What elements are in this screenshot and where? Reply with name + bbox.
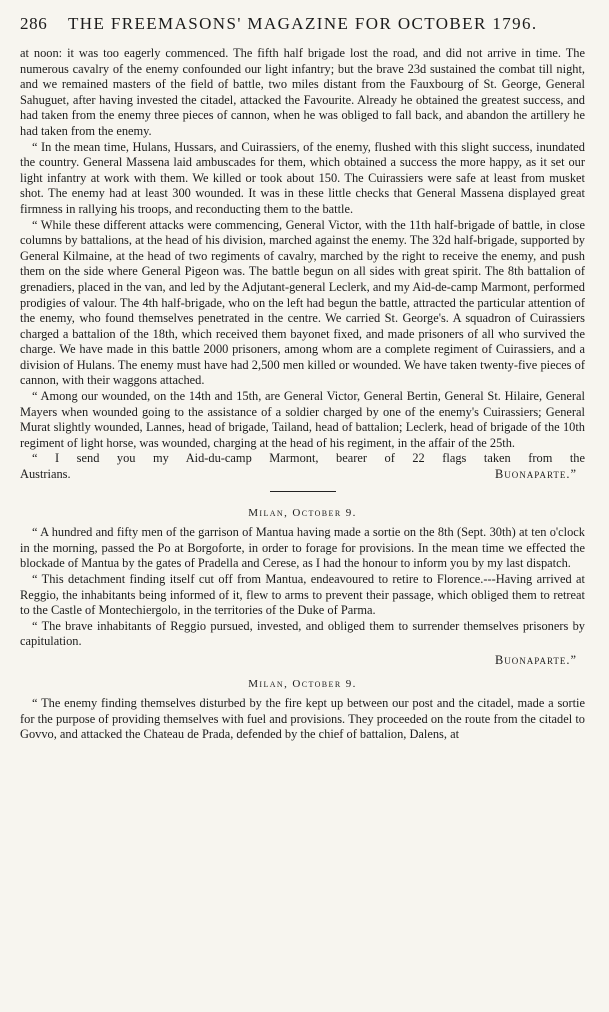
paragraph: “ This detachment finding itself cut off from Mantua, endeavoured to retire to Florence.---Having arrived at Reggio, the inhabitants being informed of it, flew to arms to prevent their passage, which obliged them to retreat to the Castle of Montechiergolo, in the territories of the Duke of Parma. — [20, 572, 585, 618]
dateline: Milan, October 9. — [248, 506, 357, 519]
paragraph: “ Among our wounded, on the 14th and 15th, are General Victor, General Bertin, General St. Hilaire, General Mayers when wounded going to the assistance of a soldier charged by one of the enemy's Cuirassiers; General Murat slightly wounded, Lannes, head of brigade, Tailand, head of battalion; Leclerk, head of brigade of the 10th regiment of light horse, was wounded, charging at the head of his regiment, in the affair of the 25th. — [20, 389, 585, 450]
section-divider — [270, 491, 336, 492]
signature: Buonaparte.” — [495, 467, 577, 482]
dateline: Milan, October 9. — [248, 677, 357, 690]
running-head — [20, 14, 585, 36]
running-title: THE FREEMASONS' MAGAZINE FOR OCTOBER 1796. — [68, 14, 538, 33]
closing-line: “ I send you my Aid-du-camp Marmont, bearer of 22 flags taken from the — [32, 451, 585, 466]
paragraph: “ While these different attacks were commencing, General Victor, with the 11th half-brigade of battle, in close columns by battalions, at the head of his division, marched against the enemy. The 32d half-brigade, supported by General Kilmaine, at the head of two regiments of cavalry, marched by the right to receive the enemy, and push them on the side where General Pigeon was. The battle begun on all sides with great spirit. The 8th battalion of grenadiers, placed in the van, and led by the Adjutant-general Leclerk, and my Aid-de-camp Marmont, performed prodigies of valour. The 4th half-brigade, who on the left had begun the battle, attracted the particular attention of the enemy, who found themselves penetrated in the centre. We carried St. George's. A squadron of Cuirassiers charged a battalion of the 18th, which received them bayonet fixed, and made prisoners of all who survived the charge. We have made in this battle 2000 prisoners, among whom are a complete regiment of Cuirassiers, and a division of Hulans. The enemy must have had 2,500 men killed or wounded. We have taken twenty-five pieces of cannon, with their waggons attached. — [20, 217, 585, 388]
paragraph: “ The brave inhabitants of Reggio pursued, invested, and obliged them to surrender themselves prisoners by capitulation. — [20, 618, 585, 649]
paragraph: “ The enemy finding themselves disturbed by the fire kept up between our post and the citadel, made a sortie for the purpose of providing themselves with fuel and provisions. They proceeded on the route from the citadel to Govvo, and attacked the Chateau de Prada, defended by the chief of battalion, Dalens, at — [20, 696, 585, 742]
body-text — [20, 46, 585, 743]
signature: Buonaparte.” — [495, 652, 577, 667]
paragraph: “ In the mean time, Hulans, Hussars, and Cuirassiers, of the enemy, flushed with this slight success, inundated the country. General Massena laid ambuscades for them, which obtained a success the more happy, as it set our light infantry at work with them. We killed or took about 150. The Cuirassiers were safe at least from musket shot. The enemy had at least 300 wounded. It was in these little checks that General Massena displayed great firmness in rallying his troops, and reconducting them to the battle. — [20, 139, 585, 216]
paragraph: “ A hundred and fifty men of the garrison of Mantua having made a sortie on the 8th (Sept. 30th) at ten o'clock in the morning, passed the Po at Borgoforte, in order to forage for provisions. In the mean time we effected the blockade of Mantua by the gates of Pradella and Cerese, as I had the honour to inform you by my last dispatch. — [20, 525, 585, 571]
signature-line — [20, 467, 585, 483]
closing-place: Austrians. — [20, 467, 71, 482]
paragraph: at noon: it was too eagerly commenced. The fifth half brigade lost the road, and did not arrive in time. The numerous cavalry of the enemy confounded our light infantry; but the brave 23d sustained the combat till night, and we remained masters of the field of battle, two miles distant from the Fauxbourg of St. George, General Sahuguet, after having invested the citadel, attacked the Favourite. Already he obtained the greatest success, and had taken from the enemy three pieces of cannon, when he was obliged to fall back, and abandon the artillery he had taken from the enemy. — [20, 46, 585, 138]
page-number: 286 — [20, 14, 48, 33]
